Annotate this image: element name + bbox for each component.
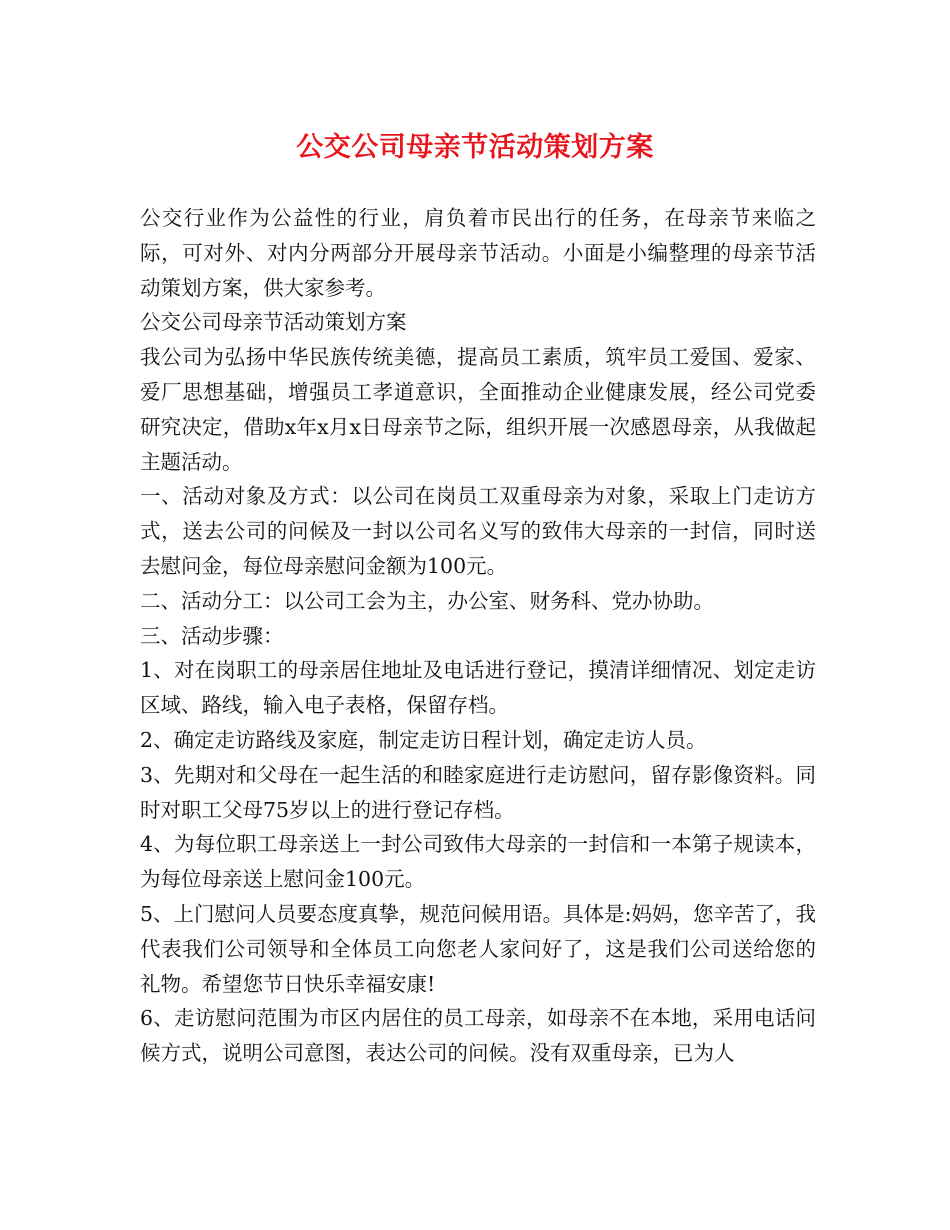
paragraph-step-2: 2、确定走访路线及家庭，制定走访日程计划，确定走访人员。 [140, 727, 707, 752]
paragraph-step-6: 6、走访慰问范围为市区内居住的员工母亲，如母亲不在本地，采用电话问候方式，说明公司意图，表达公司的问候。没有双重母亲，已为人 [140, 1006, 816, 1066]
paragraph-purpose: 我公司为弘扬中华民族传统美德，提高员工素质，筑牢员工爱国、爱家、爱厂思想基础，增强员工孝道意识，全面推动企业健康发展，经公司党委研究决定，借助x年x月x日母亲节之际，组织开展一次感恩母亲，从我做起主题活动。 [140, 345, 816, 474]
paragraph-step-1: 1、对在岗职工的母亲居住地址及电话进行登记，摸清详细情况、划定走访区域、路线，输入电子表格，保留存档。 [140, 658, 816, 718]
paragraph-intro: 公交行业作为公益性的行业，肩负着市民出行的任务，在母亲节来临之际，可对外、对内分两部分开展母亲节活动。小面是小编整理的母亲节活动策划方案，供大家参考。 [140, 206, 816, 300]
paragraph-section-2: 二、活动分工：以公司工会为主，办公室、财务科、党办协助。 [140, 588, 714, 613]
document-title: 公交公司母亲节活动策划方案 [296, 132, 654, 163]
paragraph-section-3: 三、活动步骤： [140, 623, 284, 648]
paragraph-step-4: 4、为每位职工母亲送上一封公司致伟大母亲的一封信和一本第子规读本，为每位母亲送上慰问金100元。 [140, 832, 816, 892]
document-body [140, 201, 816, 1071]
paragraph-step-3: 3、先期对和父母在一起生活的和睦家庭进行走访慰问，留存影像资料。同时对职工父母75岁以上的进行登记存档。 [140, 762, 816, 822]
paragraph-step-5: 5、上门慰问人员要态度真挚，规范问候用语。具体是:妈妈，您辛苦了，我代表我们公司领导和全体员工向您老人家问好了，这是我们公司送给您的礼物。希望您节日快乐幸福安康! [140, 901, 816, 996]
paragraph-section-1: 一、活动对象及方式：以公司在岗员工双重母亲为对象，采取上门走访方式，送去公司的问候及一封以公司名义写的致伟大母亲的一封信，同时送去慰问金，每位母亲慰问金额为100元。 [140, 484, 816, 578]
paragraph-subtitle: 公交公司母亲节活动策划方案 [140, 310, 407, 335]
